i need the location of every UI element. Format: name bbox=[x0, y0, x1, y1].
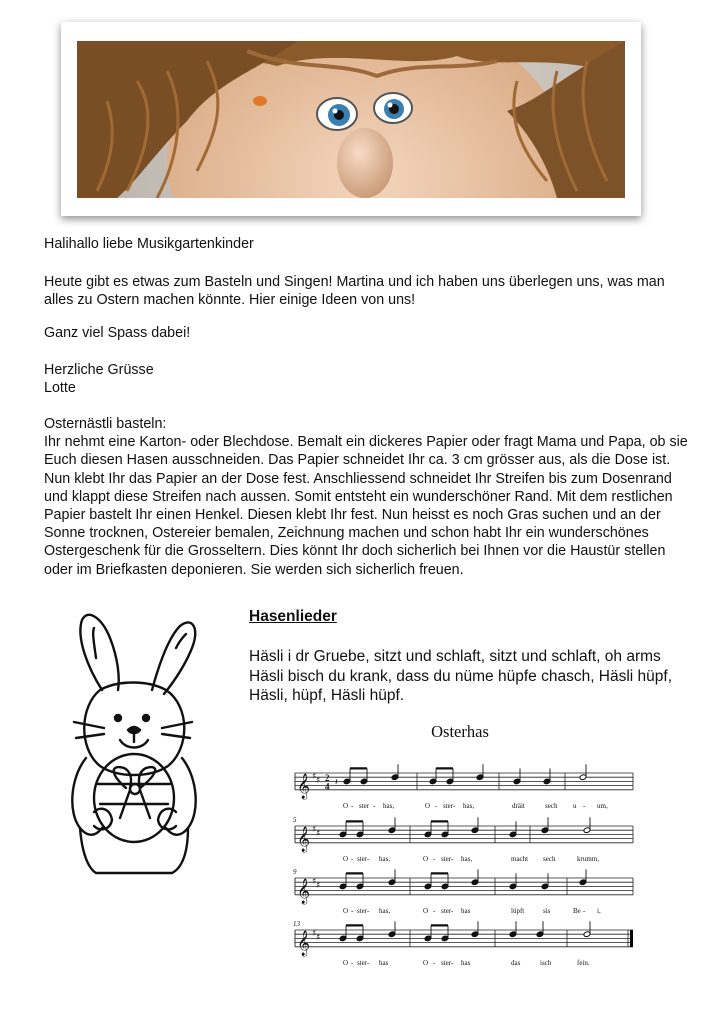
lyric-syllable: ster bbox=[359, 801, 370, 810]
intro-paragraph: Heute gibt es etwas zum Basteln und Singen! Martina und ich haben uns überlegen uns, was man alles zu Ostern machen könnte. Hier einige Ideen von uns! bbox=[44, 274, 665, 309]
lyric-syllable: - bbox=[351, 958, 354, 967]
lyric-syllable: ster bbox=[441, 854, 452, 863]
lyric-syllable: O bbox=[343, 958, 349, 967]
lyric-syllable: - bbox=[451, 958, 454, 967]
signoff bbox=[44, 361, 694, 397]
craft-section bbox=[44, 415, 694, 579]
lyric-syllable: has, bbox=[379, 854, 391, 863]
lyric-syllable: O bbox=[425, 801, 431, 810]
lyric-syllable: Be bbox=[573, 906, 581, 915]
measure-number: 13 bbox=[293, 920, 300, 928]
lyric-syllable: - bbox=[435, 801, 438, 810]
lyric-syllable: has bbox=[461, 958, 471, 967]
measure-number: 5 bbox=[293, 816, 297, 824]
time-signature-bottom: 4 bbox=[325, 781, 330, 792]
key-signature-sharp: ♯ bbox=[316, 881, 321, 891]
bunny-illustration bbox=[40, 598, 240, 878]
lyric-syllable: ster bbox=[357, 906, 368, 915]
lyric-syllable: - bbox=[451, 854, 454, 863]
lyric-syllable: ster bbox=[441, 906, 452, 915]
fun-line: Ganz viel Spass dabei! bbox=[44, 325, 191, 341]
time-signature-top: 2 bbox=[325, 773, 330, 783]
song-lyrics: Häsli i dr Gruebe, sitzt und schlaft, sitzt und schlaft, oh arms Häsli bisch du krank, dass du nüme hüpfe chasch, Häsli hüpf, Häsli, hüpf, Häsli hüpf. bbox=[249, 648, 673, 704]
lyric-syllable: - bbox=[451, 906, 454, 915]
lyric-syllable: - bbox=[373, 801, 376, 810]
lyric-syllable: isch bbox=[540, 958, 552, 967]
greeting: Halihallo liebe Musikgartenkinder bbox=[44, 236, 254, 252]
treble-clef: 𝄞 bbox=[297, 773, 311, 799]
lyric-syllable: O bbox=[423, 958, 429, 967]
lyric-syllable: has, bbox=[461, 854, 473, 863]
key-signature-sharp: ♯ bbox=[312, 929, 317, 939]
lyric-syllable: ster bbox=[357, 958, 368, 967]
lyric-syllable: macht bbox=[511, 854, 529, 863]
lyric-syllable: has, bbox=[383, 801, 395, 810]
lyric-syllable: O bbox=[423, 854, 429, 863]
score-title: Osterhas bbox=[431, 722, 489, 741]
lyric-syllable: - bbox=[351, 854, 354, 863]
lyric-syllable: - bbox=[367, 958, 370, 967]
lyric-syllable: sech bbox=[545, 801, 558, 810]
key-signature-sharp: ♯ bbox=[312, 877, 317, 887]
lyric-syllable: - bbox=[367, 906, 370, 915]
key-signature-sharp: ♯ bbox=[312, 772, 317, 782]
key-signature-sharp: ♯ bbox=[316, 829, 321, 839]
craft-instructions: Ihr nehmt eine Karton- oder Blechdose. Bemalt ein dickeres Papier oder fragt Mama und Papa, ob sie Euch diesen Hasen ausschneiden. Das Papier schneidet Ihr ca. 3 cm grösser aus, als die Dose ist. Nun klebt Ihr das Papier an der Dose fest. Anschliessend schneidet Ihr Streifen bis zum Dosenrand und klappt diese Streifen nach aussen. Somit entsteht ein wunderschöner Rand. Mit dem restlichen Papier bastelt Ihr einen Henkel. Diesen klebt Ihr fest. Nun heisst es noch Gras suchen und an der Sonne trocknen, Ostereier bemalen, Zeichnung machen und schon habt Ihr ein wunderschönes Ostergeschenk für die Grosseltern. Dies könnt Ihr doch sicherlich bei Ihnen vor die Haustür stellen oder im Briefkasten deponieren. Sie werden sich sicherlich freuen. bbox=[44, 434, 688, 578]
lyric-syllable: has, bbox=[463, 801, 475, 810]
lyric-syllable: i, bbox=[597, 906, 601, 915]
key-signature-sharp: ♯ bbox=[316, 933, 321, 943]
lyric-syllable: ster bbox=[441, 958, 452, 967]
songs-heading: Hasenlieder bbox=[249, 608, 337, 625]
lyric-syllable: das bbox=[511, 958, 521, 967]
lyric-syllable: O bbox=[343, 854, 349, 863]
regards: Herzliche Grüsse bbox=[44, 362, 154, 378]
lyric-syllable: um, bbox=[597, 801, 608, 810]
treble-clef: 𝄞 bbox=[297, 878, 311, 904]
lyric-syllable: fein. bbox=[577, 958, 590, 967]
lyric-syllable: lüpft bbox=[511, 906, 525, 915]
lyric-syllable: - bbox=[351, 906, 354, 915]
lyric-syllable: - bbox=[433, 906, 436, 915]
puppet-photo bbox=[77, 41, 625, 198]
treble-clef: 𝄞 bbox=[297, 930, 311, 956]
lyric-syllable: dräit bbox=[512, 801, 525, 810]
lyric-syllable: krumm, bbox=[577, 854, 599, 863]
signature-name: Lotte bbox=[44, 380, 76, 397]
sheet-music bbox=[285, 760, 640, 985]
lyric-syllable: - bbox=[351, 801, 354, 810]
lyric-syllable: u bbox=[573, 801, 577, 810]
treble-clef: 𝄞 bbox=[297, 826, 311, 852]
lyric-syllable: - bbox=[433, 854, 436, 863]
lyric-syllable: ster bbox=[443, 801, 454, 810]
lyric-syllable: ster bbox=[357, 854, 368, 863]
lyric-syllable: - bbox=[367, 854, 370, 863]
lyric-syllable: O bbox=[423, 906, 429, 915]
lyric-syllable: has, bbox=[379, 906, 391, 915]
header-photo-frame bbox=[61, 22, 641, 216]
lyric-syllable: has bbox=[461, 906, 471, 915]
lyric-syllable: sis bbox=[543, 906, 551, 915]
lyric-syllable: - bbox=[583, 906, 586, 915]
sheet-music-svg bbox=[285, 760, 640, 985]
key-signature-sharp: ♯ bbox=[312, 825, 317, 835]
lyric-syllable: O bbox=[343, 906, 349, 915]
key-signature-sharp: ♯ bbox=[316, 776, 321, 786]
lyric-syllable: has bbox=[379, 958, 389, 967]
measure-number: 9 bbox=[293, 868, 297, 876]
rest-symbol: 𝄽 bbox=[335, 778, 338, 788]
lyric-syllable: sech bbox=[543, 854, 556, 863]
lyric-syllable: O bbox=[343, 801, 349, 810]
lyric-syllable: - bbox=[433, 958, 436, 967]
craft-title: Osternästli basteln: bbox=[44, 416, 167, 432]
final-bar-thick bbox=[630, 930, 633, 947]
lyric-syllable: - bbox=[583, 801, 586, 810]
lyric-syllable: - bbox=[453, 801, 456, 810]
